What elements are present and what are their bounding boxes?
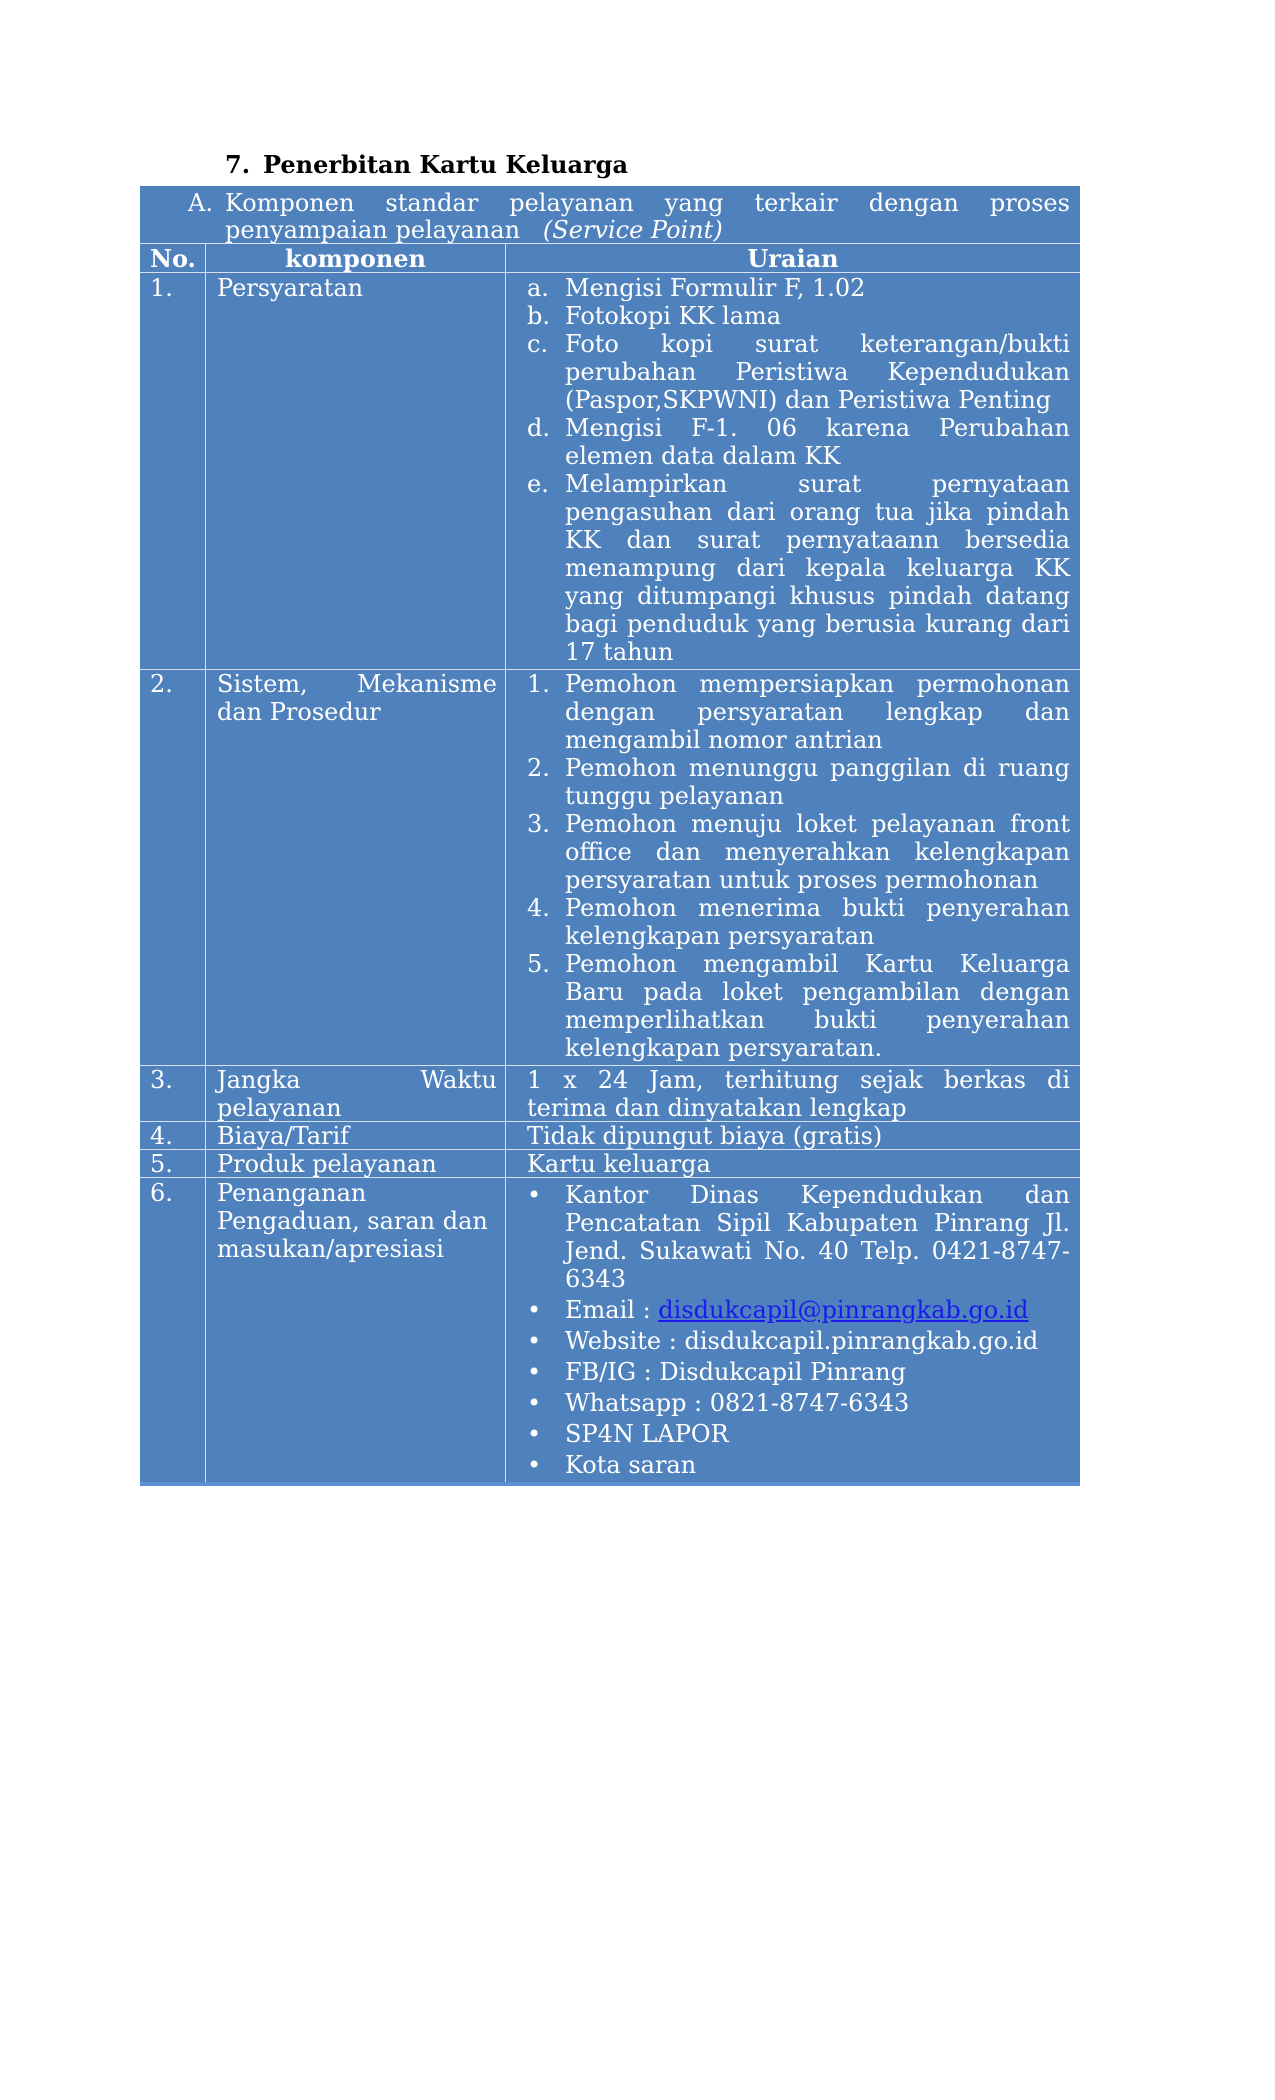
contact-box: Kota saran (565, 1451, 697, 1479)
bullet-icon: • (527, 1451, 542, 1479)
subheading-letter: A. (188, 189, 213, 217)
bullet-icon: • (527, 1296, 542, 1324)
section-number: 7. (225, 150, 251, 179)
bullet-icon: • (527, 1358, 542, 1386)
row3-uraian: 1 x 24 Jam, terhitung sejak berkas di (527, 1066, 1070, 1094)
row4-komponen: Biaya/Tarif (217, 1122, 350, 1150)
row2-step-5: Pemohon mengambil Kartu Keluarga (565, 950, 1070, 978)
section-title (225, 150, 628, 179)
row3-no: 3. (150, 1066, 173, 1094)
row1-item-d: Mengisi F-1. 06 karena Perubahan (565, 414, 1070, 442)
row6-no: 6. (150, 1179, 173, 1207)
row1-no: 1. (150, 274, 173, 302)
contact-social: FB/IG : Disdukcapil Pinrang (565, 1358, 906, 1386)
row1-item-c: Foto kopi surat keterangan/bukti (565, 330, 1070, 358)
email-link[interactable]: disdukcapil@pinrangkab.go.id (658, 1296, 1029, 1324)
row1-item-b: Fotokopi KK lama (565, 302, 782, 330)
bullet-icon: • (527, 1181, 542, 1209)
subheading-line1: Komponen standar pelayanan yang terkair dengan proses (225, 189, 1070, 217)
contact-website: Website : disdukcapil.pinrangkab.go.id (565, 1327, 1039, 1355)
header-komponen: komponen (285, 244, 426, 273)
table-bottom-border (140, 1482, 1080, 1486)
row2-step-3: Pemohon menuju loket pelayanan front (565, 810, 1070, 838)
row5-komponen: Produk pelayanan (217, 1150, 437, 1178)
row4-uraian: Tidak dipungut biaya (gratis) (527, 1122, 883, 1150)
bullet-icon: • (527, 1420, 542, 1448)
row5-no: 5. (150, 1150, 173, 1178)
row2-step-2: Pemohon menunggu panggilan di ruang (565, 754, 1070, 782)
section-title-text: Penerbitan Kartu Keluarga (263, 150, 629, 179)
row3-komponen: Jangka Waktu (217, 1066, 497, 1094)
bullet-icon: • (527, 1389, 542, 1417)
contact-whatsapp: Whatsapp : 0821-8747-6343 (565, 1389, 910, 1417)
row2-step-4: Pemohon menerima bukti penyerahan (565, 894, 1070, 922)
row2-komponen: Sistem, Mekanisme (217, 670, 497, 698)
contact-email: Email : disdukcapil@pinrangkab.go.id (565, 1296, 1029, 1324)
header-no: No. (150, 244, 196, 273)
bullet-icon: • (527, 1327, 542, 1355)
service-table: A. Komponen standar pelayanan yang terkair dengan proses penyampaian pelayanan (Service Point) No. komponen Uraian 1. Persyaratan a. Mengisi Formulir F, 1.02 b. Fotokopi KK lama c. Foto kopi surat keterangan/bukti perubahan Peristiwa Kependudukan (Paspor,SKPWNI) dan Peristiwa Penting d. Mengisi F-1. 06 karena Perubahan elemen data dalam KK e. Melampirkan surat pernyataan pengasuhan dari orang tua jika pindah KK dan surat pernyataann bersedia menampung dari kepala keluarga KK yang ditumpangi khusus pindah datang bagi penduduk yang berusia kurang dari 17 tahun 2. Sistem, Mekanisme dan Prosedur 1. Pemohon mempersiapkan permohonan dengan persyaratan lengkap dan mengambil nomor antrian 2. Pemohon menunggu panggilan di ruang tunggu pelayanan 3. Pemohon menuju loket pelayanan front office dan menyerahkan kelengkapan persyaratan untuk proses permohonan 4. Pemohon menerima bukti penyerahan kelengkapan persyaratan 5. Pemohon mengambil Kartu Keluarga Baru pada loket pengambilan dengan memperlihatkan bukti penyerahan kelengkapan persyaratan. 3. Jangka Waktu pelayanan 1 x 24 Jam, terhitung sejak berkas di terima dan dinyatakan lengkap 4. Biaya/Tarif Tidak dipungut biaya (gratis) 5. Produk pelayanan Kartu keluarga 6. Penanganan Pengaduan, saran dan masukan/apresiasi • Kantor Dinas Kependudukan dan Pencatatan Sipil Kabupaten Pinrang Jl. Jend. Sukawati No. 40 Telp. 0421-8747- 6343 • Email : disdukcapil@pinrangkab.go.id • Website : disdukcapil.pinrangkab.go.id • FB/IG : Disdukcapil Pinrang • Whatsapp : 0821-8747-6343 • SP4N LAPOR • Kota saran (140, 186, 1080, 1486)
row4-no: 4. (150, 1122, 173, 1150)
row6-komponen: Penanganan (217, 1179, 367, 1207)
row2-step-1: Pemohon mempersiapkan permohonan (565, 670, 1070, 698)
row1-item-e: Melampirkan surat pernyataan (565, 470, 1070, 498)
row5-uraian: Kartu keluarga (527, 1150, 711, 1178)
row1-item-a: Mengisi Formulir F, 1.02 (565, 274, 866, 302)
contact-office: Kantor Dinas Kependudukan dan (565, 1181, 1070, 1209)
contact-lapor: SP4N LAPOR (565, 1420, 729, 1448)
row1-komponen: Persyaratan (217, 274, 364, 302)
header-uraian: Uraian (747, 244, 839, 273)
row2-no: 2. (150, 670, 173, 698)
subheading-line2: penyampaian pelayanan (Service Point) (225, 216, 723, 244)
